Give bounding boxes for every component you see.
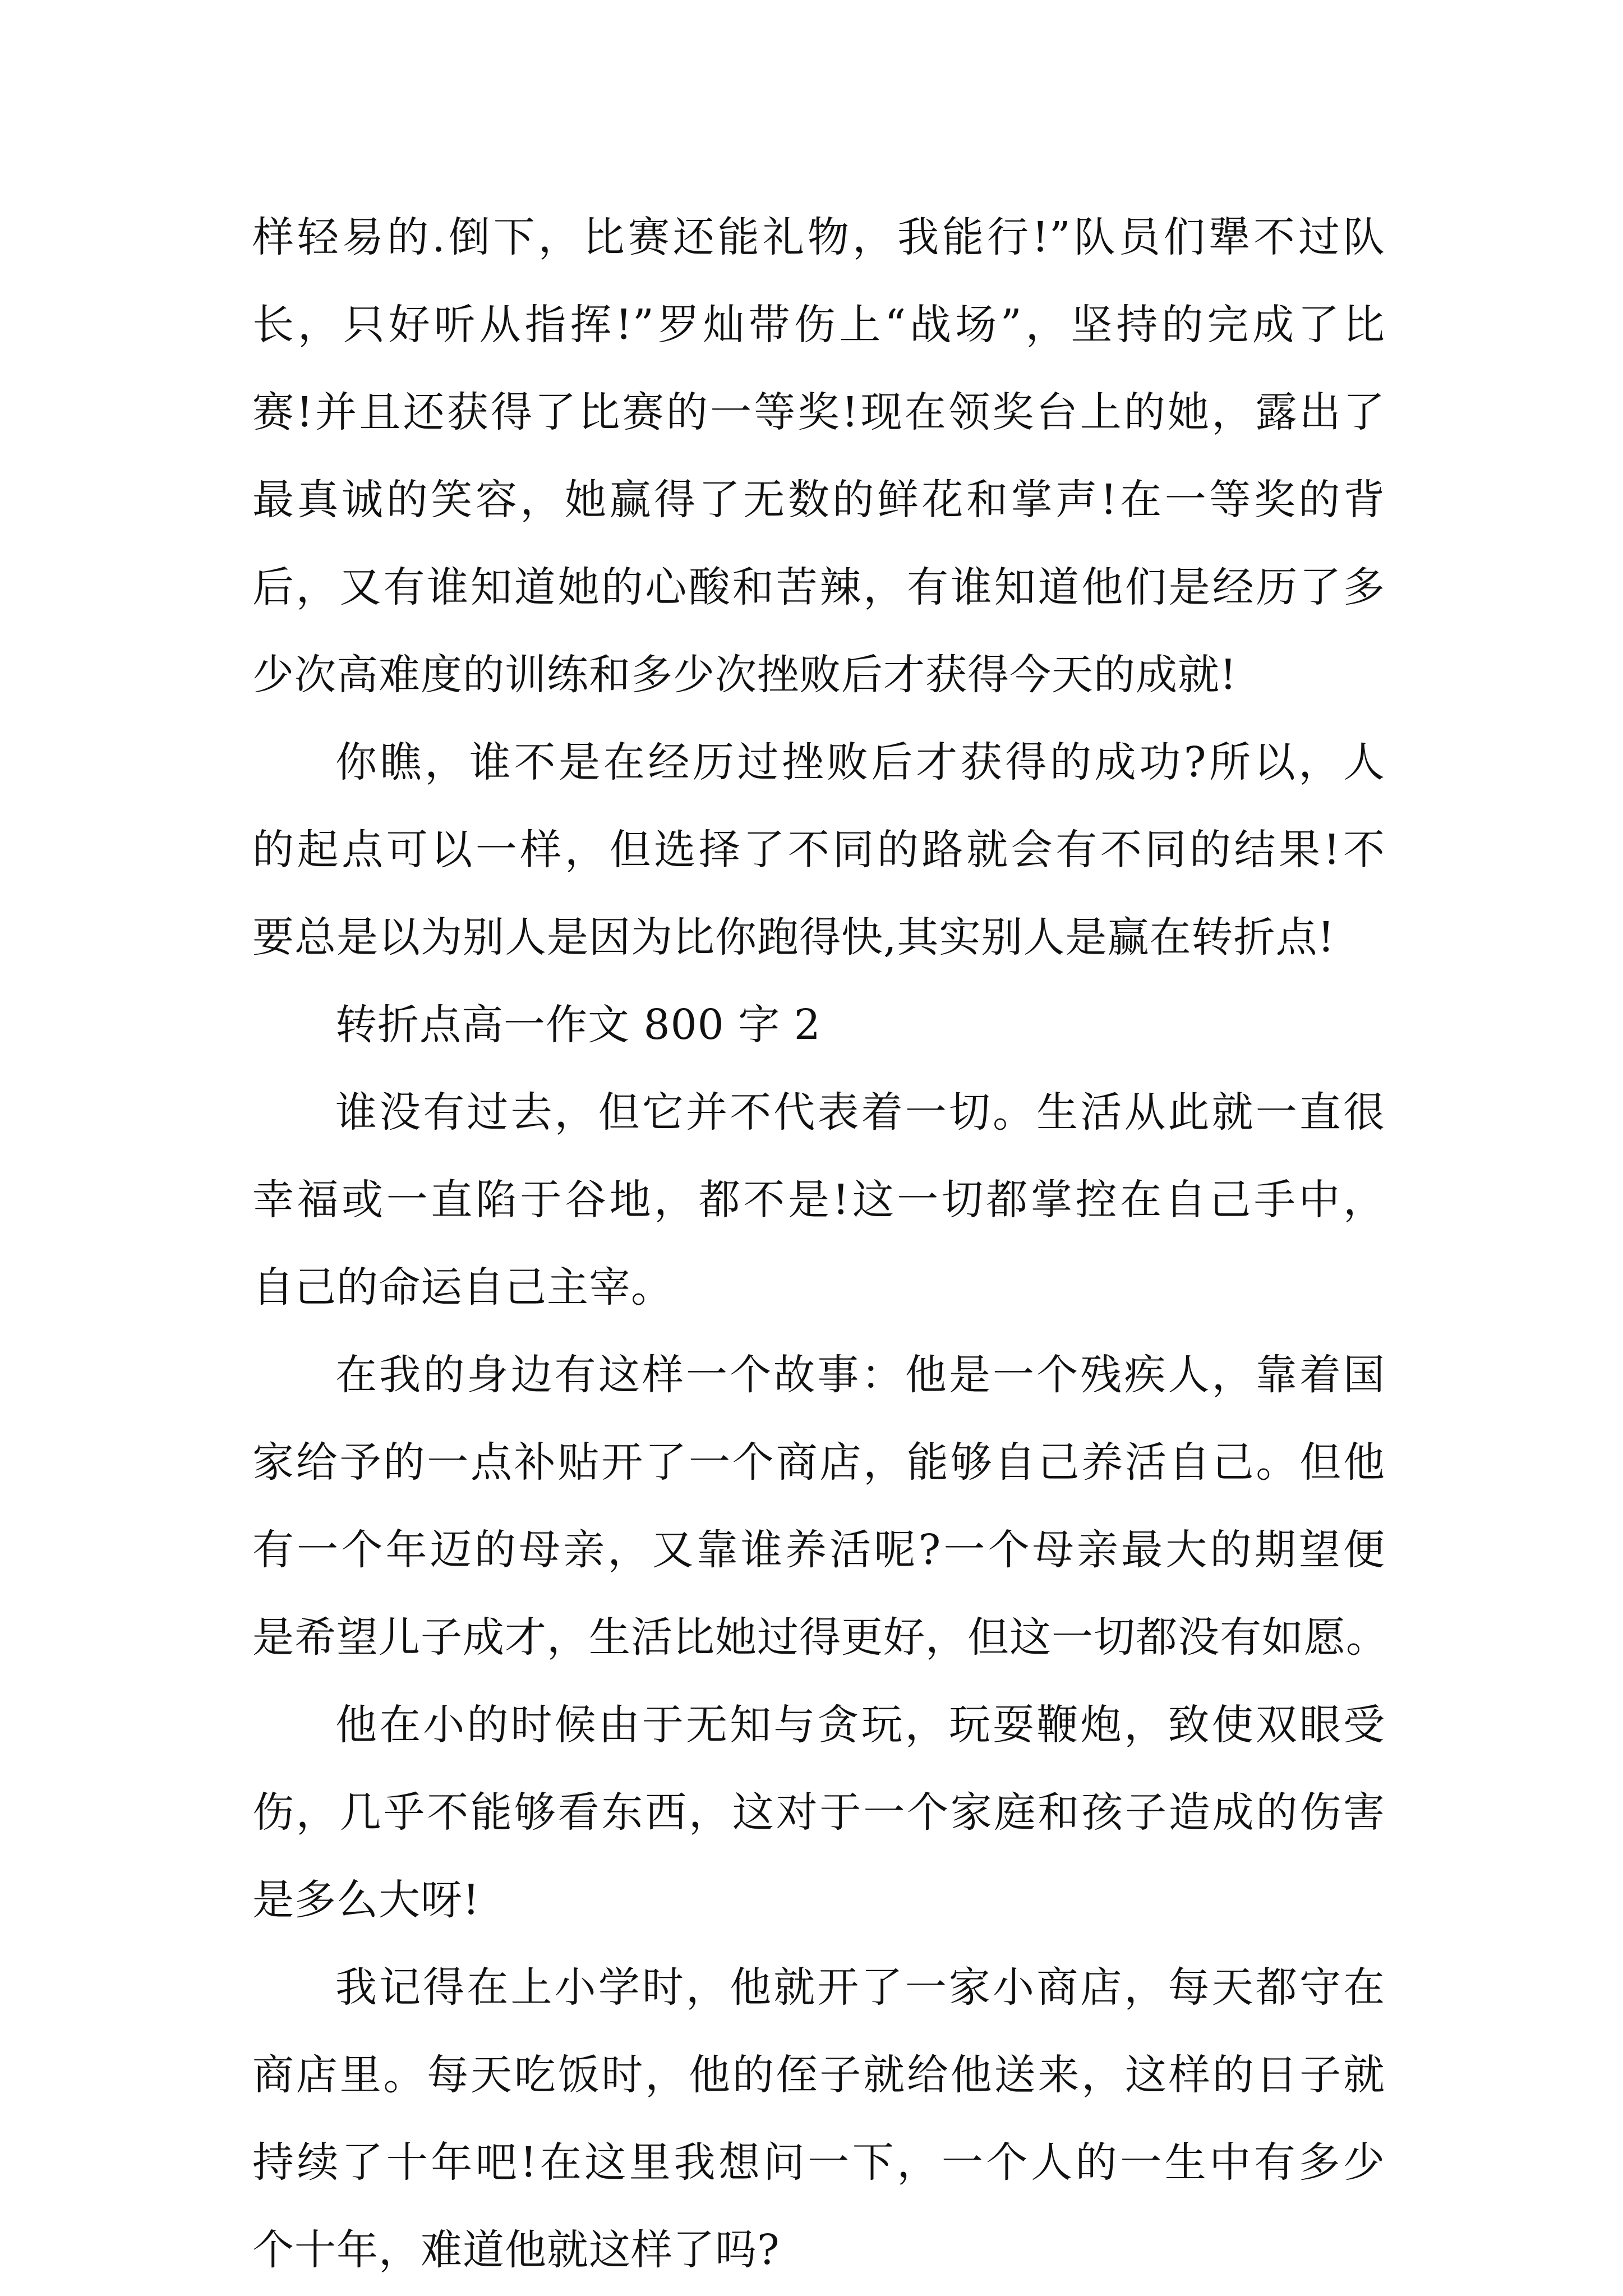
text-line: 伤，几乎不能够看东西，这对于一个家庭和孩子造成的伤害 (252, 1788, 1385, 1837)
text-line: 个十年，难道他就这样了吗? (252, 2226, 780, 2274)
text-line: 谁没有过去，但它并不代表着一切。生活从此就一直很 (335, 1088, 1385, 1137)
text-line: 最真诚的笑容，她赢得了无数的鲜花和掌声!在一等奖的背 (252, 476, 1385, 524)
text-line: 有一个年迈的母亲，又靠谁养活呢?一个母亲最大的期望便 (252, 1526, 1385, 1574)
text-line: 少次高难度的训练和多少次挫败后才获得今天的成就! (252, 651, 1237, 699)
text-line: 我记得在上小学时，他就开了一家小商店，每天都守在 (335, 1963, 1385, 2012)
text-line: 家给予的一点补贴开了一个商店，能够自己养活自己。但他 (252, 1438, 1385, 1487)
text-line: 商店里。每天吃饭时，他的侄子就给他送来，这样的日子就 (252, 2051, 1385, 2099)
text-line: 是多么大呀! (252, 1876, 480, 1924)
section-heading: 转折点高一作文 800 字 2 (335, 1001, 821, 1049)
text-line: 的起点可以一样，但选择了不同的路就会有不同的结果!不 (252, 826, 1385, 874)
text-line: 持续了十年吧!在这里我想问一下，一个人的一生中有多少 (252, 2138, 1385, 2187)
text-line: 在我的身边有这样一个故事：他是一个残疾人，靠着国 (335, 1351, 1385, 1399)
document-page (252, 194, 1388, 2294)
text-line: 幸福或一直陷于谷地，都不是!这一切都掌控在自己手中， (252, 1176, 1385, 1224)
text-line: 是希望儿子成才，生活比她过得更好，但这一切都没有如愿。 (252, 1613, 1388, 1662)
text-line: 样轻易的.倒下，比赛还能礼物，我能行!”队员们犟不过队 (252, 213, 1385, 261)
text-line: 他在小的时候由于无知与贪玩，玩耍鞭炮，致使双眼受 (335, 1701, 1385, 1749)
text-line: 长，只好听从指挥!”罗灿带伤上“战场”，坚持的完成了比 (252, 301, 1385, 349)
text-line: 赛!并且还获得了比赛的一等奖!现在领奖台上的她，露出了 (252, 388, 1385, 436)
text-line: 你瞧，谁不是在经历过挫败后才获得的成功?所以，人 (335, 738, 1385, 786)
text-line: 后，又有谁知道她的心酸和苦辣，有谁知道他们是经历了多 (252, 563, 1385, 611)
text-line: 自己的命运自己主宰。 (252, 1263, 673, 1312)
text-line: 要总是以为别人是因为比你跑得快,其实别人是赢在转折点! (252, 913, 1335, 961)
